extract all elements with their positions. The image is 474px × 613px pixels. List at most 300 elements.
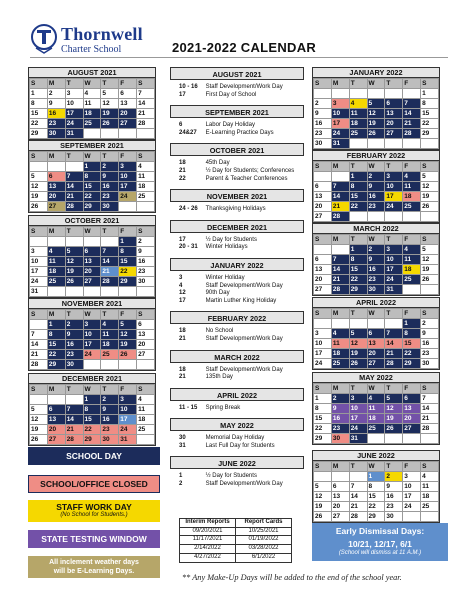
calendar-day (119, 129, 137, 139)
event-date: 21 (179, 374, 186, 381)
calendar-day: 12 (30, 182, 48, 192)
event-date: 18 (179, 160, 186, 167)
weekday-header: S (314, 384, 332, 394)
calendar-day: 12 (367, 109, 385, 119)
calendar-day: 21 (403, 119, 421, 129)
calendar-day: 2 (101, 395, 119, 405)
calendar-day (367, 89, 385, 99)
calendar-day (314, 172, 332, 182)
report-dates-table (179, 518, 292, 563)
legend-elearning-line1: All inclement weather days (49, 559, 139, 566)
event-row (179, 244, 304, 252)
school-logo-icon (30, 22, 58, 56)
calendar-day (385, 89, 403, 99)
event-description: Staff Development/Work Day (205, 84, 283, 90)
calendar-day: 11 (349, 109, 367, 119)
weekday-header: T (349, 309, 367, 319)
weekday-header: S (137, 310, 155, 320)
calendar-day: 3 (403, 472, 421, 482)
calendar-day: 21 (65, 192, 83, 202)
weekday-header: S (30, 227, 48, 237)
calendar-day: 10 (331, 109, 349, 119)
calendar-day: 14 (137, 99, 155, 109)
calendar-day: 1 (119, 237, 137, 247)
calendar-day (403, 212, 421, 222)
legend-work-day (28, 500, 160, 522)
event-row (179, 275, 304, 283)
calendar-day: 8 (83, 405, 101, 415)
weekday-header: T (349, 462, 367, 472)
calendar-day: 8 (403, 329, 421, 339)
calendar-day: 21 (349, 502, 367, 512)
header-report-cards: Report Cards (236, 519, 292, 528)
legend-testing (28, 530, 160, 548)
calendar-day: 1 (47, 320, 65, 330)
event-date: 4 (179, 282, 183, 289)
calendar-day: 13 (314, 192, 332, 202)
calendar-day (403, 285, 421, 295)
calendar-day: 30 (47, 129, 65, 139)
calendar-march-2022 (312, 223, 440, 296)
weekday-header: F (119, 79, 137, 89)
calendar-day (331, 172, 349, 182)
event-row (179, 160, 304, 168)
calendar-day: 18 (47, 267, 65, 277)
weekday-header: T (349, 384, 367, 394)
calendar-day: 25 (137, 192, 155, 202)
calendar-day (47, 395, 65, 405)
calendar-day: 22 (119, 267, 137, 277)
weekday-header: S (421, 384, 439, 394)
interim-date: 2/14/2022 (180, 545, 236, 554)
calendar-day: 6 (314, 182, 332, 192)
calendar-day: 24 (119, 192, 137, 202)
calendar-day: 21 (331, 202, 349, 212)
calendar-day: 13 (119, 99, 137, 109)
report-card-date: 03/28/2022 (236, 545, 292, 554)
calendar-day: 22 (83, 192, 101, 202)
calendar-day: 24 (385, 202, 403, 212)
event-description: Thanksgiving Holidays (205, 206, 266, 213)
month-heading-april-2022: APRIL 2022 (170, 388, 304, 401)
weekday-header: S (421, 309, 439, 319)
calendar-day: 6 (331, 482, 349, 492)
calendar-day: 1 (349, 172, 367, 182)
event-description: Staff Development/Work Day (205, 366, 283, 373)
calendar-day: 30 (314, 139, 332, 149)
calendar-day: 26 (65, 277, 83, 287)
calendar-day: 19 (119, 340, 137, 350)
event-description: Winter Holiday (205, 274, 245, 281)
month-heading-february-2022: FEBRUARY 2022 (170, 311, 304, 324)
event-row (179, 283, 304, 291)
weekday-header: F (119, 385, 137, 395)
event-description: Winter Holidays (205, 244, 248, 251)
calendar-day: 8 (314, 404, 332, 414)
event-description: ½ Day for Students (205, 473, 257, 480)
calendar-day: 14 (101, 257, 119, 267)
calendar-month-title: MARCH 2022 (313, 224, 439, 234)
calendar-day: 16 (421, 339, 439, 349)
calendar-day: 20 (47, 192, 65, 202)
calendar-day: 21 (30, 350, 48, 360)
calendar-day: 1 (367, 472, 385, 482)
calendar-day: 20 (403, 414, 421, 424)
calendar-day: 14 (421, 404, 439, 414)
calendar-day: 26 (421, 202, 439, 212)
calendar-day: 14 (65, 182, 83, 192)
calendar-day: 6 (47, 172, 65, 182)
calendar-day: 10 (65, 99, 83, 109)
calendar-day: 29 (367, 512, 385, 522)
event-description: E-Learning Practice Days (205, 129, 274, 136)
event-row (179, 168, 304, 176)
event-date: 17 (179, 91, 186, 98)
calendar-day: 27 (47, 435, 65, 445)
calendar-day: 9 (367, 182, 385, 192)
calendar-day: 13 (47, 415, 65, 425)
calendar-day: 28 (65, 435, 83, 445)
event-description: Martin Luther King Holiday (205, 297, 277, 304)
calendar-day: 17 (349, 414, 367, 424)
calendar-month-title: FEBRUARY 2022 (313, 151, 439, 161)
calendar-day: 23 (65, 350, 83, 360)
weekday-header: S (421, 462, 439, 472)
calendar-day: 27 (403, 424, 421, 434)
calendar-day: 12 (30, 415, 48, 425)
weekday-header: S (30, 385, 48, 395)
event-description: Staff Development/Work Day (205, 335, 283, 342)
calendar-day: 15 (421, 109, 439, 119)
calendar-day: 6 (385, 99, 403, 109)
calendar-day: 14 (30, 340, 48, 350)
calendar-day (385, 139, 403, 149)
calendar-day: 2 (137, 237, 155, 247)
event-row (179, 84, 304, 92)
calendar-day: 7 (30, 330, 48, 340)
calendar-day: 27 (47, 202, 65, 212)
calendar-day (30, 237, 48, 247)
divider (30, 57, 448, 58)
calendar-day: 21 (331, 275, 349, 285)
event-description: ½ Day for Students (205, 236, 257, 243)
calendar-day: 22 (403, 349, 421, 359)
calendar-day: 5 (349, 329, 367, 339)
calendar-day: 8 (47, 330, 65, 340)
calendar-day: 5 (30, 172, 48, 182)
calendar-day: 24 (30, 277, 48, 287)
calendar-day (403, 89, 421, 99)
legend-school-day-label: SCHOOL DAY (66, 450, 122, 461)
calendar-day: 20 (331, 502, 349, 512)
calendar-day: 12 (101, 99, 119, 109)
calendar-day: 6 (403, 394, 421, 404)
calendar-day: 13 (83, 257, 101, 267)
calendar-day: 24 (331, 129, 349, 139)
month-heading-august-2021: AUGUST 2021 (170, 67, 304, 80)
calendar-day: 25 (83, 119, 101, 129)
calendar-day: 19 (65, 267, 83, 277)
calendar-day: 30 (385, 512, 403, 522)
calendar-may-2022 (312, 372, 440, 445)
calendar-day: 8 (349, 182, 367, 192)
calendar-day: 4 (331, 329, 349, 339)
early-dismissal-box (312, 523, 448, 561)
page-title: 2021-2022 CALENDAR (172, 40, 317, 55)
calendar-day: 9 (65, 330, 83, 340)
calendar-day: 5 (101, 89, 119, 99)
weekday-header: F (119, 310, 137, 320)
calendar-day: 5 (30, 405, 48, 415)
calendar-day: 3 (331, 99, 349, 109)
event-description: First Day of School (205, 91, 257, 98)
calendar-day: 31 (385, 285, 403, 295)
calendar-day: 25 (367, 424, 385, 434)
calendar-day: 9 (101, 172, 119, 182)
calendar-day: 6 (47, 405, 65, 415)
calendar-day: 17 (83, 340, 101, 350)
weekday-header: S (30, 79, 48, 89)
event-date: 12 (179, 290, 186, 297)
calendar-day: 30 (101, 202, 119, 212)
interim-date: 4/27/2022 (180, 553, 236, 562)
calendar-day: 16 (65, 340, 83, 350)
weekday-header: F (403, 384, 421, 394)
calendar-day: 18 (367, 414, 385, 424)
calendar-day: 28 (101, 277, 119, 287)
calendar-day: 6 (119, 89, 137, 99)
calendar-day (331, 89, 349, 99)
calendar-day: 27 (385, 129, 403, 139)
calendar-day: 15 (367, 492, 385, 502)
calendar-day: 7 (403, 99, 421, 109)
calendar-day: 26 (119, 350, 137, 360)
calendar-day: 23 (331, 424, 349, 434)
calendar-day: 29 (314, 434, 332, 444)
calendar-day: 9 (367, 255, 385, 265)
calendar-day (421, 434, 439, 444)
calendar-day: 28 (137, 119, 155, 129)
calendar-day (119, 360, 137, 370)
calendar-day: 11 (47, 257, 65, 267)
calendar-day: 27 (83, 277, 101, 287)
calendar-day: 21 (385, 349, 403, 359)
calendar-day: 29 (421, 129, 439, 139)
weekday-header: M (47, 227, 65, 237)
weekday-header: M (331, 162, 349, 172)
calendar-day: 1 (30, 89, 48, 99)
legend-closed-label: SCHOOL/OFFICE CLOSED (40, 478, 148, 489)
calendar-day: 3 (385, 172, 403, 182)
weekday-header: T (349, 235, 367, 245)
event-row (179, 122, 304, 130)
calendar-day: 10 (119, 172, 137, 182)
event-row (179, 237, 304, 245)
calendar-day (403, 139, 421, 149)
calendar-day: 18 (331, 349, 349, 359)
calendar-september-2021 (28, 140, 156, 213)
event-row (179, 298, 304, 306)
calendar-day: 12 (421, 182, 439, 192)
calendar-day: 5 (65, 247, 83, 257)
calendar-day: 14 (331, 192, 349, 202)
calendar-day: 3 (349, 394, 367, 404)
calendar-day: 11 (403, 182, 421, 192)
interim-date: 09/20/2021 (180, 527, 236, 536)
calendar-day: 28 (331, 212, 349, 222)
calendar-day: 27 (367, 359, 385, 369)
calendar-day (403, 434, 421, 444)
calendar-april-2022 (312, 297, 440, 370)
calendar-day: 30 (137, 277, 155, 287)
calendar-day: 25 (403, 275, 421, 285)
calendar-day: 22 (421, 119, 439, 129)
calendar-day: 17 (119, 415, 137, 425)
weekday-header: T (385, 162, 403, 172)
calendar-day: 4 (403, 245, 421, 255)
calendar-day: 4 (403, 172, 421, 182)
calendar-day: 11 (331, 339, 349, 349)
calendar-day (137, 435, 155, 445)
event-row (179, 374, 304, 382)
weekday-header: F (403, 79, 421, 89)
calendar-day: 1 (349, 245, 367, 255)
calendar-day (65, 162, 83, 172)
calendar-day: 24 (119, 425, 137, 435)
calendar-day: 31 (65, 129, 83, 139)
calendar-day: 20 (367, 349, 385, 359)
weekday-header: T (65, 152, 83, 162)
calendar-day: 7 (385, 329, 403, 339)
weekday-header: M (331, 384, 349, 394)
calendar-day: 3 (385, 245, 403, 255)
calendar-day (83, 360, 101, 370)
event-date: 1 (179, 473, 183, 480)
calendar-day: 18 (403, 192, 421, 202)
header-interim-reports: Interim Reports (180, 519, 236, 528)
footnote: ** Any Make-Up Days will be added to the end of the school year. (182, 573, 402, 582)
calendar-day (385, 319, 403, 329)
calendar-day: 24 (403, 502, 421, 512)
calendar-day: 23 (47, 119, 65, 129)
calendar-day (349, 89, 367, 99)
calendar-day (119, 287, 137, 297)
calendar-day (101, 237, 119, 247)
calendar-day: 28 (403, 129, 421, 139)
event-date: 24&27 (179, 129, 197, 136)
calendar-day: 29 (83, 202, 101, 212)
calendar-day: 20 (119, 109, 137, 119)
weekday-header: S (314, 235, 332, 245)
calendar-day: 12 (421, 255, 439, 265)
calendar-day: 20 (137, 340, 155, 350)
calendar-day: 28 (30, 360, 48, 370)
calendar-day (65, 237, 83, 247)
calendar-day (421, 212, 439, 222)
calendar-day: 4 (137, 395, 155, 405)
calendar-day: 21 (137, 109, 155, 119)
calendar-day (137, 287, 155, 297)
report-card-date: 01/19/2022 (236, 536, 292, 545)
calendar-day: 23 (314, 129, 332, 139)
calendar-day: 5 (119, 320, 137, 330)
calendar-day: 25 (403, 202, 421, 212)
weekday-header: T (101, 79, 119, 89)
calendar-day: 19 (101, 109, 119, 119)
calendar-day: 30 (101, 435, 119, 445)
calendar-day (101, 287, 119, 297)
weekday-header: W (367, 162, 385, 172)
calendar-day: 8 (421, 99, 439, 109)
event-row (179, 328, 304, 336)
calendar-day: 11 (137, 405, 155, 415)
calendar-day: 4 (47, 247, 65, 257)
calendar-day: 4 (367, 394, 385, 404)
calendar-day: 11 (403, 255, 421, 265)
event-description: 45th Day (205, 160, 230, 167)
weekday-header: S (137, 152, 155, 162)
event-date: 21 (179, 167, 186, 174)
weekday-header: S (421, 162, 439, 172)
calendar-day: 10 (30, 257, 48, 267)
calendar-day: 20 (47, 425, 65, 435)
event-date: 6 (179, 122, 183, 129)
event-date: 18 (179, 366, 186, 373)
weekday-header: M (47, 385, 65, 395)
early-dismissal-heading: Early Dismissal Days: (335, 526, 425, 536)
calendar-day: 3 (83, 320, 101, 330)
event-row (179, 92, 304, 100)
calendar-day: 25 (349, 129, 367, 139)
calendar-day: 29 (47, 360, 65, 370)
weekday-header: T (349, 79, 367, 89)
weekday-header: W (367, 309, 385, 319)
calendar-day: 23 (101, 425, 119, 435)
calendar-day: 27 (314, 212, 332, 222)
weekday-header: M (47, 152, 65, 162)
calendar-day: 28 (349, 512, 367, 522)
calendar-day: 26 (30, 202, 48, 212)
weekday-header: M (331, 309, 349, 319)
calendar-day: 5 (385, 394, 403, 404)
legend-school-day (28, 447, 160, 465)
weekday-header: F (403, 309, 421, 319)
weekday-header: T (65, 227, 83, 237)
calendar-day: 17 (314, 349, 332, 359)
calendar-day (331, 245, 349, 255)
calendar-day (421, 512, 439, 522)
event-date: 17 (179, 236, 186, 243)
weekday-header: W (83, 79, 101, 89)
calendar-day: 9 (101, 405, 119, 415)
weekday-header: T (101, 152, 119, 162)
calendar-day: 12 (385, 404, 403, 414)
calendar-day: 8 (349, 255, 367, 265)
calendar-day: 1 (314, 394, 332, 404)
weekday-header: W (367, 79, 385, 89)
calendar-day: 16 (314, 119, 332, 129)
calendar-day: 22 (83, 425, 101, 435)
calendar-day: 2 (367, 245, 385, 255)
calendar-day: 24 (385, 275, 403, 285)
weekday-header: F (403, 162, 421, 172)
event-date: 22 (179, 175, 186, 182)
calendar-day: 6 (314, 255, 332, 265)
calendar-day: 12 (65, 257, 83, 267)
calendar-day: 30 (331, 434, 349, 444)
calendar-day: 29 (83, 435, 101, 445)
calendar-day: 23 (367, 202, 385, 212)
